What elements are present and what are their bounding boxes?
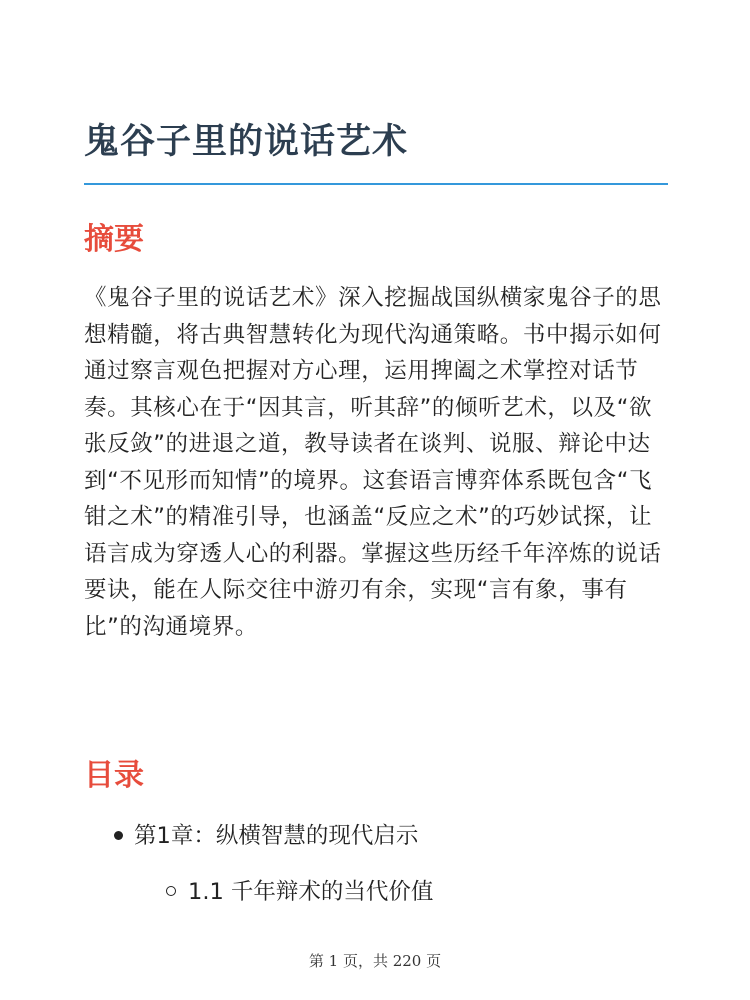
toc-chapter-label: 第1章：纵横智慧的现代启示: [134, 823, 419, 849]
toc-chapter-item[interactable]: [84, 816, 674, 856]
toc-section-label: 1.1 千年辩术的当代价值: [188, 879, 434, 905]
page-footer: 第 1 页，共 220 页: [308, 952, 442, 970]
toc-section-item[interactable]: [84, 872, 674, 912]
bullet-circle-icon: [166, 886, 176, 896]
abstract-heading: 摘要: [84, 222, 144, 257]
abstract-paragraph: 《鬼谷子里的说话艺术》深入挖掘战国纵横家鬼谷子的思想精髓，将古典智慧转化为现代沟通策略。书中揭示如何通过察言观色把握对方心理，运用捭阖之术掌控对话节奏。其核心在于“因其言，听其辞”的倾听艺术，以及“欲张反敛”的进退之道，教导读者在谈判、说服、辩论中达到“不见形而知情”的境界。这套语言博弈体系既包含“飞钳之术”的精准引导，也涵盖“反应之术”的巧妙试探，让语言成为穿透人心的利器。掌握这些历经千年淬炼的说话要诀，能在人际交往中游刃有余，实现“言有象，事有比”的沟通境界。: [84, 285, 662, 640]
toc-heading: 目录: [84, 758, 144, 793]
title-divider: [84, 183, 668, 185]
toc-list: [84, 816, 674, 912]
document-title: 鬼谷子里的说话艺术: [84, 122, 409, 162]
bullet-disc-icon: [114, 831, 123, 840]
